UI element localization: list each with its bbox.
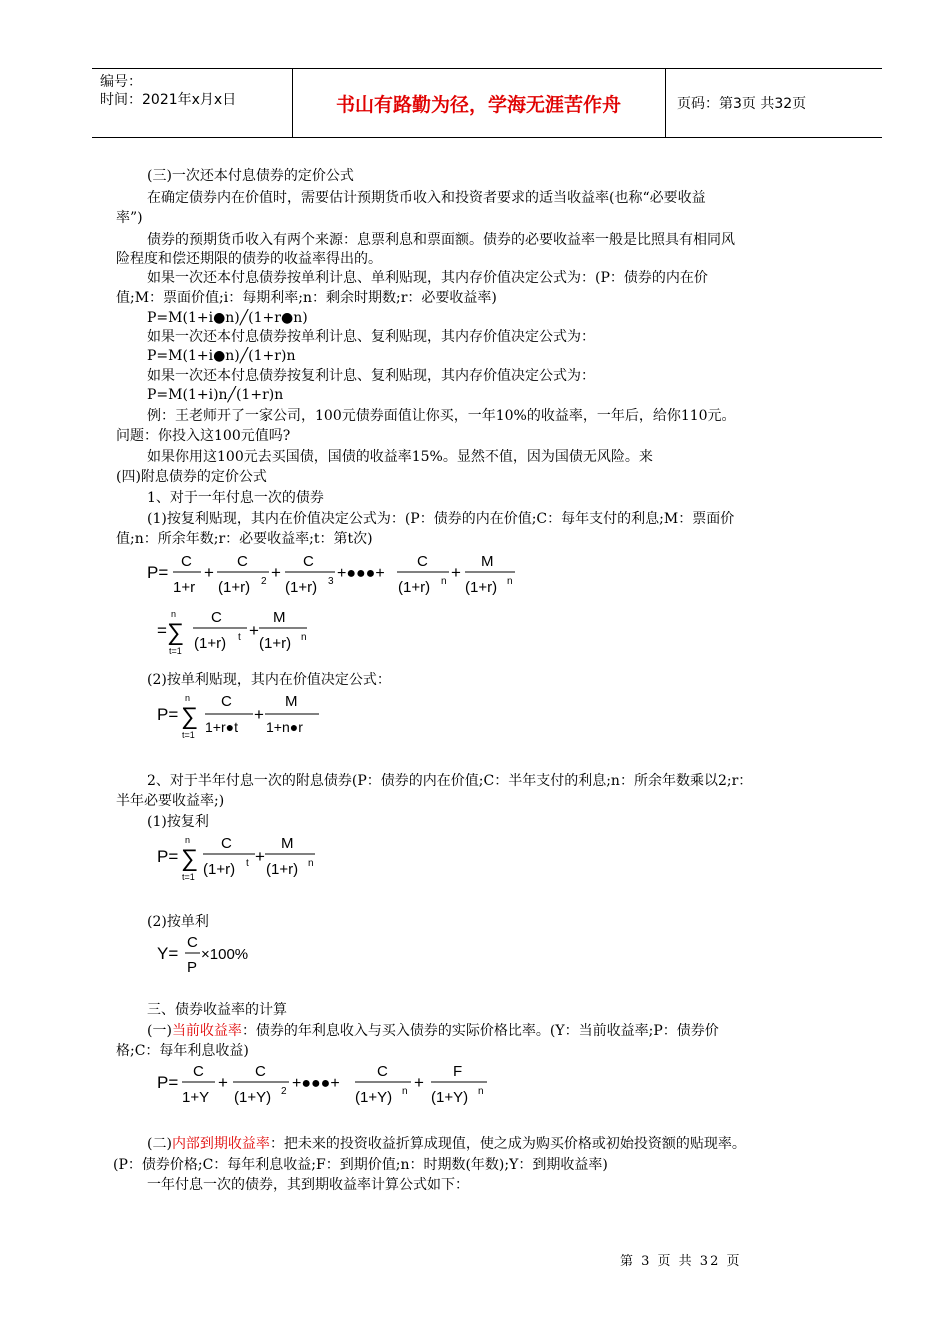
svg-text:(1+Y): (1+Y)	[355, 1089, 393, 1106]
paragraph-line: 问题：你投入这100元值吗?	[116, 428, 291, 444]
svg-text:C: C	[417, 553, 428, 570]
paragraph-line	[147, 1021, 719, 1041]
svg-text:2: 2	[261, 576, 267, 587]
svg-text:+: +	[255, 847, 265, 866]
svg-text:M: M	[481, 553, 494, 570]
svg-text:3: 3	[328, 576, 334, 587]
paragraph-line: 如果一次还本付息债券按单利计息、单利贴现，其内存价值决定公式为：(P：债券的内在价	[147, 270, 708, 286]
svg-text:P=: P=	[157, 705, 179, 724]
svg-text:+●●●+: +●●●+	[292, 1075, 340, 1092]
svg-text:+: +	[204, 563, 214, 582]
paragraph-line: 格;C：每年利息收益)	[116, 1043, 249, 1059]
paragraph-line: 值;M：票面价值;i：每期利率;n：剩余时期数;r：必要收益率)	[116, 290, 497, 306]
formula-line: P=M(1+i)n╱(1+r)n	[147, 387, 284, 403]
svg-text:+: +	[451, 563, 461, 582]
paragraph-line: (2)按单利贴现，其内在价值决定公式：	[147, 672, 391, 688]
formula-compound-sum	[155, 604, 325, 664]
list-marker: (二)	[147, 1136, 172, 1152]
svg-text:×100%: ×100%	[201, 946, 249, 963]
svg-text:t=1: t=1	[182, 730, 195, 740]
term-definition: ：债券的年利息收入与买入债券的实际价格比率。(Y：当前收益率;P：债券价	[241, 1023, 719, 1039]
svg-text:(1+Y): (1+Y)	[234, 1089, 272, 1106]
svg-text:1+n●r: 1+n●r	[266, 719, 303, 735]
svg-text:(1+r): (1+r)	[194, 635, 227, 652]
paragraph-line: (2)按单利	[147, 914, 209, 930]
svg-text:n: n	[441, 576, 447, 587]
svg-text:n: n	[308, 858, 314, 869]
svg-text:P=: P=	[147, 563, 169, 582]
paragraph-line: 如果你用这100元去买国债，国债的收益率15%。显然不值，因为国债无风险。来	[147, 449, 653, 465]
svg-text:P: P	[187, 959, 198, 976]
svg-text:(1+r): (1+r)	[203, 861, 236, 878]
svg-text:(1+r): (1+r)	[266, 861, 299, 878]
svg-text:∑: ∑	[167, 619, 185, 646]
svg-text:n: n	[301, 632, 307, 643]
paragraph-line: 险程度和偿还期限的债券的收益率得出的。	[116, 251, 382, 267]
paragraph-line: 例：王老师开了一家公司，100元债券面值让你买，一年10%的收益率，一年后，给你110元。	[147, 408, 736, 424]
formula-compound-discount	[145, 548, 525, 608]
paragraph-line: (1)按复利贴现，其内在价值决定公式为：(P：债券的内在价值;C：每年支付的利息;M：票面价	[147, 511, 735, 527]
svg-text:(1+r): (1+r)	[465, 579, 498, 596]
svg-text:+: +	[218, 1073, 228, 1092]
svg-text:C: C	[237, 553, 248, 570]
svg-text:n: n	[185, 835, 191, 845]
svg-text:=: =	[157, 621, 167, 640]
svg-text:M: M	[281, 835, 294, 852]
svg-text:C: C	[377, 1063, 388, 1080]
header-meta	[92, 69, 293, 137]
svg-text:P=: P=	[157, 847, 179, 866]
svg-text:C: C	[193, 1063, 204, 1080]
svg-text:t=1: t=1	[182, 872, 195, 882]
paragraph-line: 率”)	[116, 210, 143, 226]
svg-text:∑: ∑	[181, 703, 199, 730]
paragraph-line: (1)按复利	[147, 814, 209, 830]
svg-text:2: 2	[281, 1086, 287, 1097]
svg-text:t=1: t=1	[169, 646, 182, 656]
section-heading: 三、债券收益率的计算	[147, 1002, 287, 1018]
svg-text:t: t	[238, 632, 241, 643]
svg-text:C: C	[221, 693, 232, 710]
paragraph-line: 一年付息一次的债券，其到期收益率计算公式如下：	[147, 1177, 469, 1193]
svg-text:M: M	[285, 693, 298, 710]
paragraph-line: 半年必要收益率;)	[116, 793, 225, 809]
svg-text:∑: ∑	[181, 845, 199, 872]
formula-current-yield	[155, 1058, 495, 1118]
svg-text:P=: P=	[157, 1073, 179, 1092]
svg-text:1+r●t: 1+r●t	[205, 719, 238, 735]
paragraph-line: 2、对于半年付息一次的附息债券(P：债券的内在价值;C：半年支付的利息;n：所余年数乘以2;r：	[147, 773, 753, 789]
paragraph-line	[147, 1134, 746, 1154]
page-footer: 第 3 页 共 32 页	[620, 1254, 742, 1269]
svg-text:(1+r): (1+r)	[218, 579, 251, 596]
svg-text:+: +	[249, 621, 259, 640]
svg-text:M: M	[273, 609, 286, 626]
svg-text:C: C	[221, 835, 232, 852]
formula-line: P=M(1+i●n)╱(1+r●n)	[147, 310, 308, 326]
paragraph-line: 如果一次还本付息债券按复利计息、复利贴现，其内存价值决定公式为：	[147, 368, 595, 384]
doc-number-label: 编号：	[100, 74, 142, 90]
svg-text:C: C	[187, 934, 198, 951]
paragraph-line: (P：债券价格;C：每年利息收益;F：到期价值;n：时期数(年数);Y：到期收益率)	[113, 1157, 608, 1173]
svg-text:C: C	[181, 553, 192, 570]
svg-text:+: +	[414, 1073, 424, 1092]
svg-text:1+r: 1+r	[173, 579, 196, 596]
svg-text:(1+r): (1+r)	[259, 635, 292, 652]
paragraph-line: 1、对于一年付息一次的债券	[147, 490, 324, 506]
paragraph-line: 在确定债券内在价值时，需要估计预期货币收入和投资者要求的适当收益率(也称“必要收益	[147, 190, 706, 206]
term-current-yield: 当前收益率	[171, 1023, 242, 1039]
svg-text:n: n	[185, 693, 191, 703]
svg-text:Y=: Y=	[157, 944, 179, 963]
header-page-number: 页码：第3页 共32页	[677, 96, 807, 112]
svg-text:t: t	[246, 858, 249, 869]
svg-text:C: C	[211, 609, 222, 626]
svg-text:+: +	[271, 563, 281, 582]
svg-text:(1+r): (1+r)	[398, 579, 431, 596]
term-definition: ：把未来的投资收益折算成现值，使之成为购买价格或初始投资额的贴现率。	[269, 1136, 746, 1152]
svg-text:n: n	[478, 1086, 484, 1097]
formula-semiannual-compound	[155, 830, 325, 890]
svg-text:F: F	[453, 1063, 463, 1080]
svg-text:+●●●+: +●●●+	[337, 565, 385, 582]
svg-text:C: C	[303, 553, 314, 570]
page-header	[92, 68, 882, 138]
formula-line: P=M(1+i●n)╱(1+r)n	[147, 348, 296, 364]
formula-current-yield-simple	[155, 930, 275, 984]
paragraph-line: 如果一次还本付息债券按单利计息、复利贴现，其内存价值决定公式为：	[147, 329, 595, 345]
svg-text:n: n	[402, 1086, 408, 1097]
svg-text:(1+r): (1+r)	[285, 579, 318, 596]
doc-time-label: 时间：2021年x月x日	[100, 92, 237, 108]
paragraph-line: 值;n：所余年数;r：必要收益率;t：第t次)	[116, 531, 373, 547]
svg-text:n: n	[171, 609, 177, 619]
svg-text:+: +	[254, 705, 264, 724]
term-ytm: 内部到期收益率	[171, 1136, 270, 1152]
formula-simple-discount	[155, 688, 330, 748]
section-heading: (四)附息债券的定价公式	[116, 469, 267, 485]
paragraph-line: 债券的预期货币收入有两个来源：息票利息和票面额。债券的必要收益率一般是比照具有相同风	[147, 232, 735, 248]
section-heading: (三)一次还本付息债券的定价公式	[147, 168, 354, 184]
list-marker: (一)	[147, 1023, 172, 1039]
svg-text:1+Y: 1+Y	[182, 1089, 210, 1106]
header-motto: 书山有路勤为径，学海无涯苦作舟	[292, 69, 666, 137]
svg-text:n: n	[507, 576, 513, 587]
svg-text:C: C	[255, 1063, 266, 1080]
svg-text:(1+Y): (1+Y)	[431, 1089, 469, 1106]
